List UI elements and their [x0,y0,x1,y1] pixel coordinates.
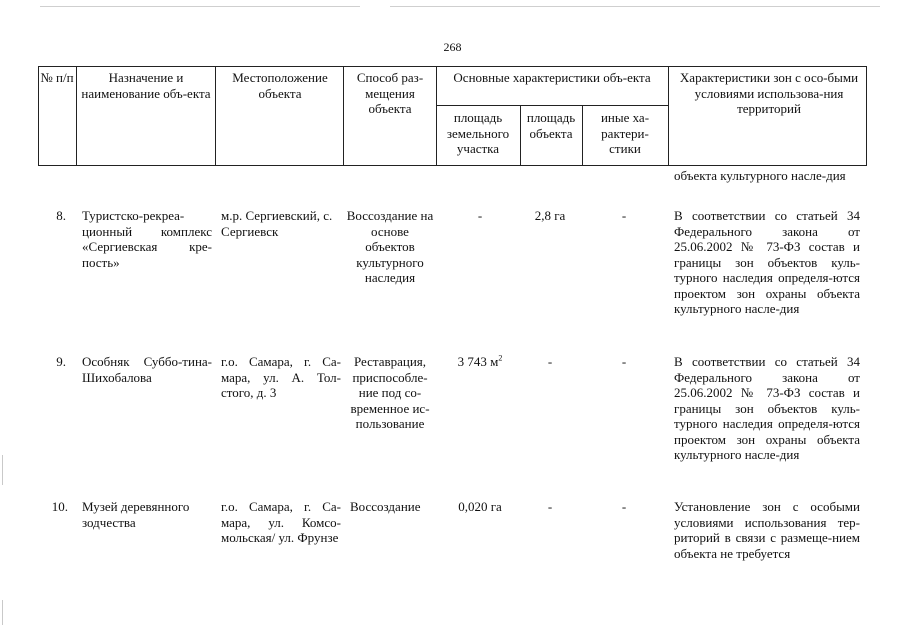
header-land-area: площадь земельного участка [446,110,510,156]
row-zones: Установление зон с особыми условиями использования тер-риторий в связи с размеще-нием объекта не требуется [674,499,860,561]
header-main-characteristics: Основные характеристики объ-екта [453,70,651,85]
scan-artifact-top [40,6,360,7]
row-method: Реставрация, приспособле-ние под со-временное ис-пользование [350,354,430,431]
row-number: 9. [56,354,66,369]
row-number: 8. [56,208,66,223]
header-purpose: Назначение и наименование объ-екта [81,70,211,101]
row-purpose: Музей деревянного зодчества [82,499,190,530]
header-method: Способ раз-мещения объекта [356,70,424,116]
header-zones: Характеристики зон с осо-быми условиями использова-ния территорий [679,70,859,116]
continuation-text: объекта культурного насле-дия [674,168,846,183]
row-other-characteristics: - [621,499,627,514]
row-method: Воссоздание [350,499,421,514]
row-purpose: Туристско-рекреа-ционный комплекс «Сергиевская кре-пость» [82,208,212,270]
land-area-value: 3 743 м [457,354,499,369]
header-num: № п/п [40,70,74,85]
row-land-area: 0,020 га [458,499,502,514]
row-location: м.р. Сергиевский, с. Сергиевск [221,208,333,239]
scan-artifact-margin [2,455,3,485]
header-object-area: площадь объекта [526,110,576,141]
row-purpose: Особняк Суббо-тина-Шихобалова [82,354,212,385]
land-area-unit-exponent: 2 [498,353,503,363]
row-location: г.о. Самара, г. Са-мара, ул. А. Тол-стого, д. 3 [221,354,341,400]
row-number: 10. [51,499,68,514]
row-land-area: - [477,208,483,223]
scan-artifact-top-right [390,6,880,7]
header-location: Местоположение объекта [232,70,328,101]
header-other-characteristics: иные ха-рактери-стики [600,110,650,156]
row-object-area: - [547,354,553,369]
row-zones: В соответствии со статьей 34 Федерального закона от 25.06.2002 № 73-ФЗ состав и границы зон объектов куль-турного наследия определя-ются проектом зон охраны объекта культурного насле-дия [674,208,860,316]
row-zones: В соответствии со статьей 34 Федерального закона от 25.06.2002 № 73-ФЗ состав и границы зон объектов куль-турного наследия определя-ются проектом зон охраны объекта культурного насле-дия [674,354,860,462]
page-number: 268 [443,40,462,54]
row-object-area: - [547,499,553,514]
row-method: Воссоздание на основе объектов культурного наследия [346,208,434,285]
row-other-characteristics: - [621,354,627,369]
row-land-area [440,354,520,370]
row-object-area: 2,8 га [534,208,566,223]
scan-artifact-margin-low [2,600,3,625]
row-other-characteristics: - [621,208,627,223]
row-location: г.о. Самара, г. Са-мара, ул. Комсо-мольская/ ул. Фрунзе [221,499,341,545]
